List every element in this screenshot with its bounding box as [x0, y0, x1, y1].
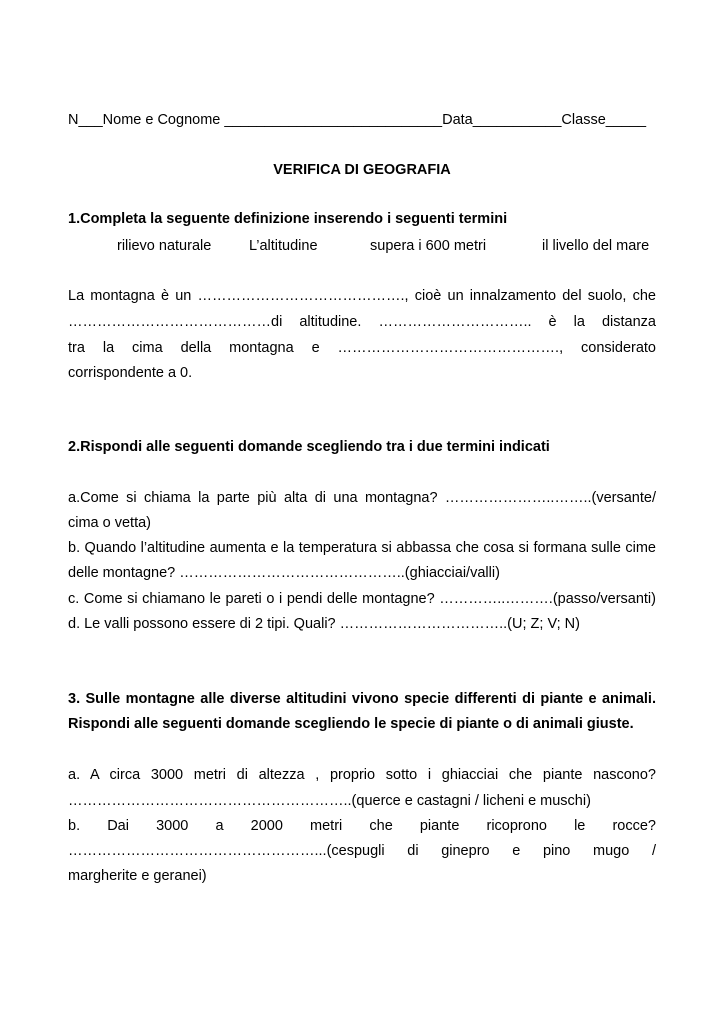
- section3-question-line: ……………………………………………...(cespugli di ginepro e pino mugo /: [68, 843, 656, 859]
- section1-terms: [68, 236, 656, 256]
- student-info-line: N___Nome e Cognome ___________________________Data___________Classe_____: [68, 112, 647, 128]
- section2-question-line: b. Quando l’altitudine aumenta e la temperatura si abbassa che cosa si formana sulle cime: [68, 540, 656, 556]
- section2-question-line: delle montagne? ………………………………………..(ghiacciai/valli): [68, 565, 500, 581]
- section2-heading: 2.Rispondi alle seguenti domande scegliendo tra i due termini indicati: [68, 439, 550, 455]
- section2-question-line: d. Le valli possono essere di 2 tipi. Quali? ……………………………..(U; Z; V; N): [68, 616, 580, 632]
- section1-text-line: tra la cima della montagna e ………………………………………., considerato: [68, 340, 656, 356]
- term-altitudine: L’altitudine: [249, 238, 318, 254]
- section3-question-line: b. Dai 3000 a 2000 metri che piante ricoprono le rocce?: [68, 818, 656, 834]
- term-rilievo-naturale: rilievo naturale: [117, 238, 212, 254]
- section2-question-line: c. Come si chiamano le pareti o i pendi delle montagne? …………..……….(passo/versanti): [68, 591, 656, 607]
- term-supera-600: supera i 600 metri: [370, 238, 487, 254]
- section1-text-line: corrispondente a 0.: [68, 365, 193, 381]
- term-livello-mare: il livello del mare: [542, 238, 650, 254]
- section2-question-line: cima o vetta): [68, 515, 151, 531]
- section3-heading: 3. Sulle montagne alle diverse altitudini vivono specie differenti di piante e animali.: [68, 691, 656, 707]
- section1-text-line: La montagna è un ……………………………………., cioè un innalzamento del suolo, che: [68, 288, 656, 304]
- section2-question-line: a.Come si chiama la parte più alta di una montagna? …………………..……..(versante/: [68, 490, 656, 506]
- section3-question-line: …………………………………………………..(querce e castagni / licheni e muschi): [68, 793, 591, 809]
- section3-question-line: margherite e geranei): [68, 868, 207, 884]
- section3-question-line: a. A circa 3000 metri di altezza , proprio sotto i ghiacciai che piante nascono?: [68, 767, 656, 783]
- section1-heading: 1.Completa la seguente definizione inserendo i seguenti termini: [68, 211, 508, 227]
- page-title: VERIFICA DI GEOGRAFIA: [273, 162, 451, 178]
- section3-heading: Rispondi alle seguenti domande scegliendo le specie di piante o di animali giuste.: [68, 716, 634, 732]
- section1-text-line: ……………………………………di altitudine. ………………………….. è la distanza: [68, 314, 656, 330]
